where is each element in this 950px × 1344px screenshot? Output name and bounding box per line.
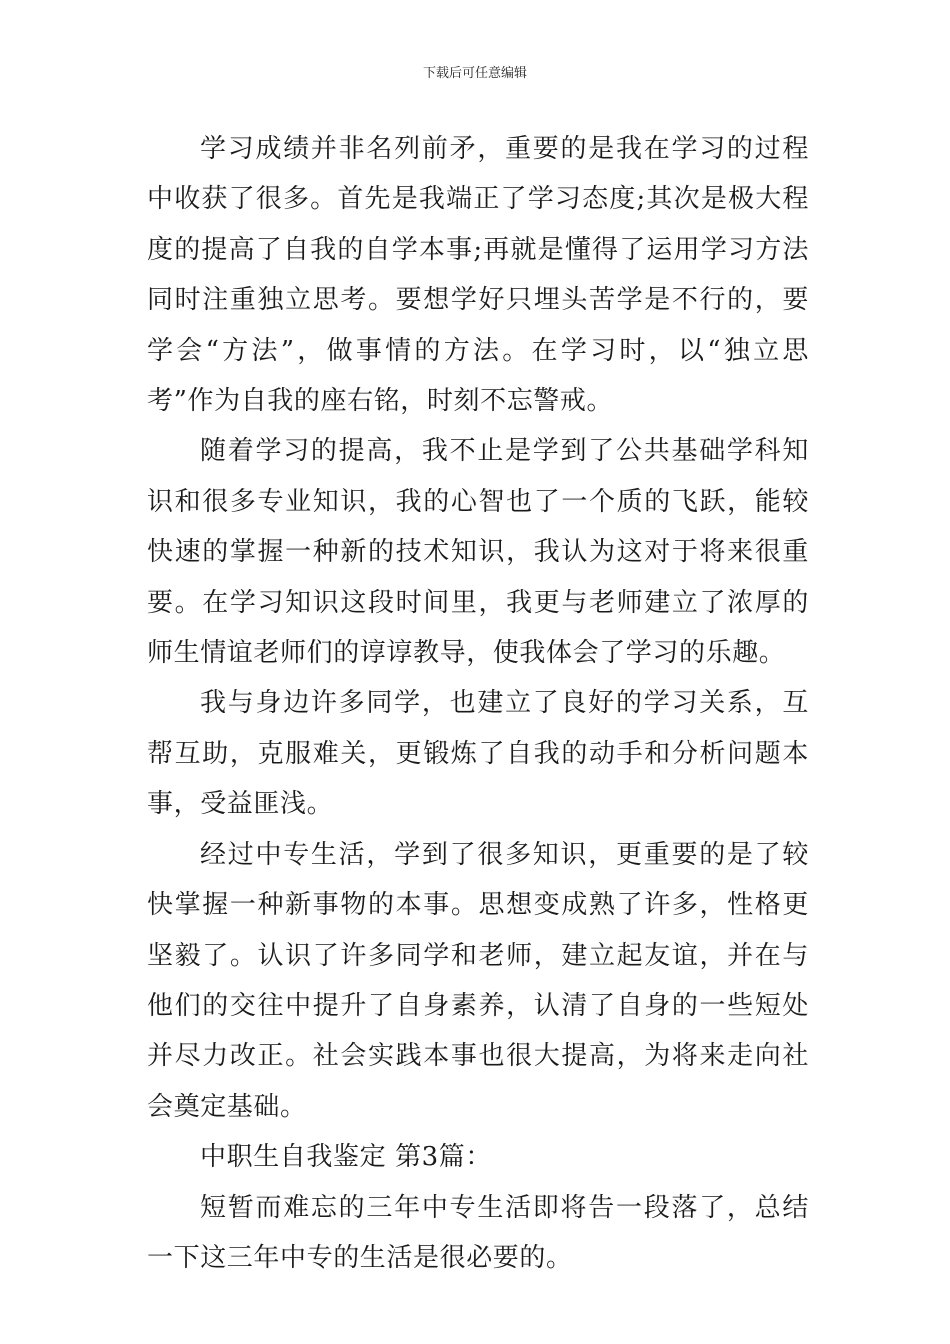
paragraph-1: 学习成绩并非名列前矛，重要的是我在学习的过程中收获了很多。首先是我端正了学习态度;其次是极大程度的提高了自我的自学本事;再就是懂得了运用学习方法同时注重独立思考。要想学好只埋头苦学是不行的，要学会“方法”，做事情的方法。在学习时，以“独立思考”作为自我的座右铭，时刻不忘警戒。 bbox=[147, 134, 809, 417]
closing-paragraph: 短暂而难忘的三年中专生活即将告一段落了，总结一下这三年中专的生活是很必要的。 bbox=[147, 1192, 809, 1273]
paragraph-4: 经过中专生活，学到了很多知识，更重要的是了较快掌握一种新事物的本事。思想变成熟了许多，性格更坚毅了。认识了许多同学和老师，建立起友谊，并在与他们的交往中提升了自身素养，认清了自身的一些短处并尽力改正。社会实践本事也很大提高，为将来走向社会奠定基础。 bbox=[147, 839, 809, 1122]
page-header: 下载后可任意编辑 bbox=[422, 66, 527, 81]
paragraph-3: 我与身边许多同学，也建立了良好的学习关系，互帮互助，克服难关，更锻炼了自我的动手和分析问题本事，受益匪浅。 bbox=[147, 688, 809, 820]
paragraph-2: 随着学习的提高，我不止是学到了公共基础学科知识和很多专业知识，我的心智也了一个质的飞跃，能较快速的掌握一种新的技术知识，我认为这对于将来很重要。在学习知识这段时间里，我更与老师建立了浓厚的师生情谊老师们的谆谆教导，使我体会了学习的乐趣。 bbox=[147, 436, 809, 669]
section-heading: 中职生自我鉴定 第3篇： bbox=[200, 1142, 493, 1173]
document-body bbox=[147, 124, 809, 1283]
